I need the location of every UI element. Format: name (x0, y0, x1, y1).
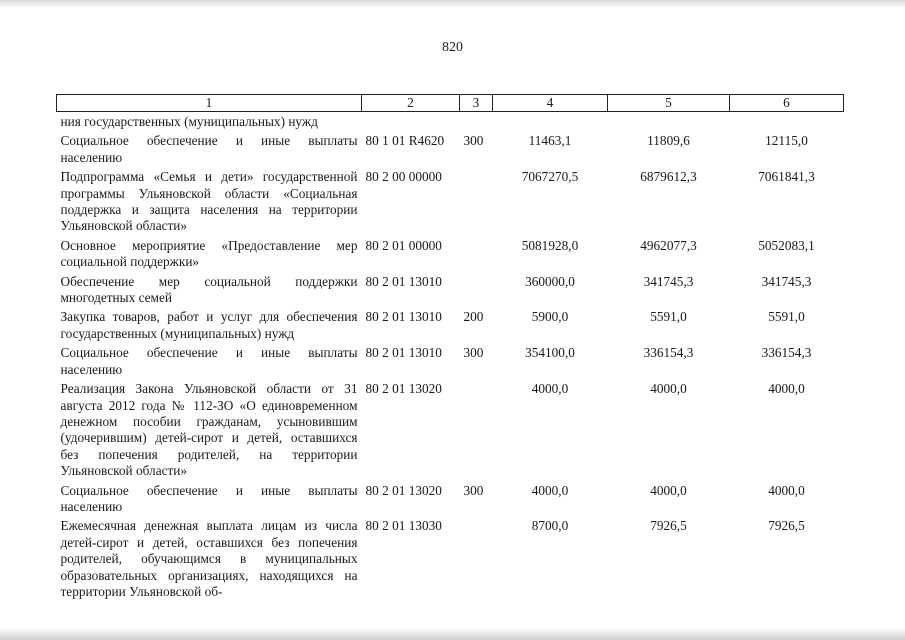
row-value-col5: 4000,0 (650, 381, 687, 397)
table-row (57, 131, 844, 167)
table-row (57, 481, 844, 517)
header-row (57, 95, 844, 112)
row-code: 80 1 01 R4620 (365, 133, 445, 149)
row-group (460, 167, 493, 236)
row-value-col4: 360000,0 (525, 273, 575, 289)
row-code: 80 2 01 13010 (365, 345, 442, 361)
row-value-col5: 336154,3 (643, 345, 694, 361)
scan-edge-bottom (0, 628, 905, 640)
row-value-col6: 341745,3 (761, 273, 812, 289)
row-value-col6: 7926,5 (768, 518, 805, 534)
page-number: 820 (442, 40, 463, 55)
row-value-col5: 341745,3 (643, 273, 694, 289)
row-code: 80 2 01 13010 (365, 273, 442, 289)
row-name: Социальное обеспечение и иные выплаты населению (60, 482, 358, 514)
row-code: 80 2 01 13020 (365, 381, 442, 397)
row-group (460, 516, 493, 601)
budget-table (56, 94, 844, 601)
continuation-row (57, 112, 844, 132)
header-cell-6: 6 (730, 95, 844, 112)
row-name: Социальное обеспечение и иные выплаты населению (60, 133, 358, 165)
row-value-col4: 11463,1 (528, 133, 572, 149)
row-code: 80 2 01 00000 (365, 237, 442, 253)
row-value-col6: 336154,3 (761, 345, 812, 361)
row-value-col5: 4962077,3 (640, 237, 697, 253)
row-value-col4: 5900,0 (531, 309, 569, 325)
row-name: Подпрограмма «Семья и дети» государственной программы Ульяновской области «Социальная поддержка и защита населения на территории Ульяновской области» (60, 169, 358, 234)
table-row (57, 379, 844, 480)
table-row (57, 236, 844, 272)
row-value-col6: 12115,0 (765, 133, 808, 149)
row-value-col6: 5591,0 (768, 309, 805, 325)
row-value-col4: 354100,0 (525, 345, 575, 361)
row-group: 300 (463, 345, 484, 361)
row-value-col4: 4000,0 (531, 381, 569, 397)
scan-edge-top (0, 0, 905, 8)
row-code: 80 2 01 13030 (365, 518, 442, 534)
row-group (460, 379, 493, 480)
header-cell-3: 3 (460, 95, 493, 112)
row-name: Реализация Закона Ульяновской области от 31 августа 2012 года № 112-ЗО «О единовременном денежном пособии гражданам, усыновившим (удочерившим) детей-сирот и детей, оставшихся без попечения родителей, на территории Ульяновской области» (60, 381, 358, 479)
row-value-col6: 4000,0 (768, 381, 805, 397)
table-row (57, 272, 844, 308)
row-value-col4: 7067270,5 (521, 169, 579, 185)
header-cell-5: 5 (608, 95, 730, 112)
row-code: 80 2 01 13010 (365, 309, 442, 325)
row-value-col6: 5052083,1 (758, 237, 815, 253)
row-value-col5: 11809,6 (647, 133, 690, 149)
row-name: Закупка товаров, работ и услуг для обеспечения государственных (муниципальных) нужд (60, 309, 358, 341)
table-row (57, 343, 844, 379)
header-cell-4: 4 (493, 95, 608, 112)
table-row (57, 307, 844, 343)
continuation-text: ния государственных (муниципальных) нужд (60, 114, 318, 129)
row-group: 200 (463, 309, 484, 325)
row-name: Обеспечение мер социальной поддержки многодетных семей (60, 273, 358, 306)
row-value-col4: 5081928,0 (521, 237, 579, 253)
row-value-col5: 5591,0 (650, 309, 687, 325)
row-value-col6: 4000,0 (768, 482, 805, 498)
row-code: 80 2 00 00000 (365, 169, 442, 185)
row-value-col5: 6879612,3 (640, 169, 697, 185)
row-value-col4: 8700,0 (531, 518, 569, 534)
row-value-col4: 4000,0 (531, 482, 569, 498)
table-row (57, 167, 844, 236)
row-name: Социальное обеспечение и иные выплаты населению (60, 345, 358, 377)
row-value-col5: 4000,0 (650, 482, 687, 498)
row-group: 300 (463, 133, 484, 149)
row-name: Основное мероприятие «Предоставление мер социальной поддержки» (60, 237, 358, 270)
header-cell-1: 1 (57, 95, 362, 112)
row-group: 300 (463, 482, 484, 498)
table-row (57, 516, 844, 601)
row-code: 80 2 01 13020 (365, 482, 442, 498)
row-group (460, 272, 493, 308)
row-group (460, 236, 493, 272)
row-name: Ежемесячная денежная выплата лицам из числа детей-сирот и детей, оставшихся без попечения родителей, обучающимся в муниципальных образовательных организациях, находящихся на территории Ульяновской об- (60, 518, 358, 599)
row-value-col6: 7061841,3 (758, 169, 815, 185)
header-cell-2: 2 (362, 95, 460, 112)
row-value-col5: 7926,5 (650, 518, 687, 534)
